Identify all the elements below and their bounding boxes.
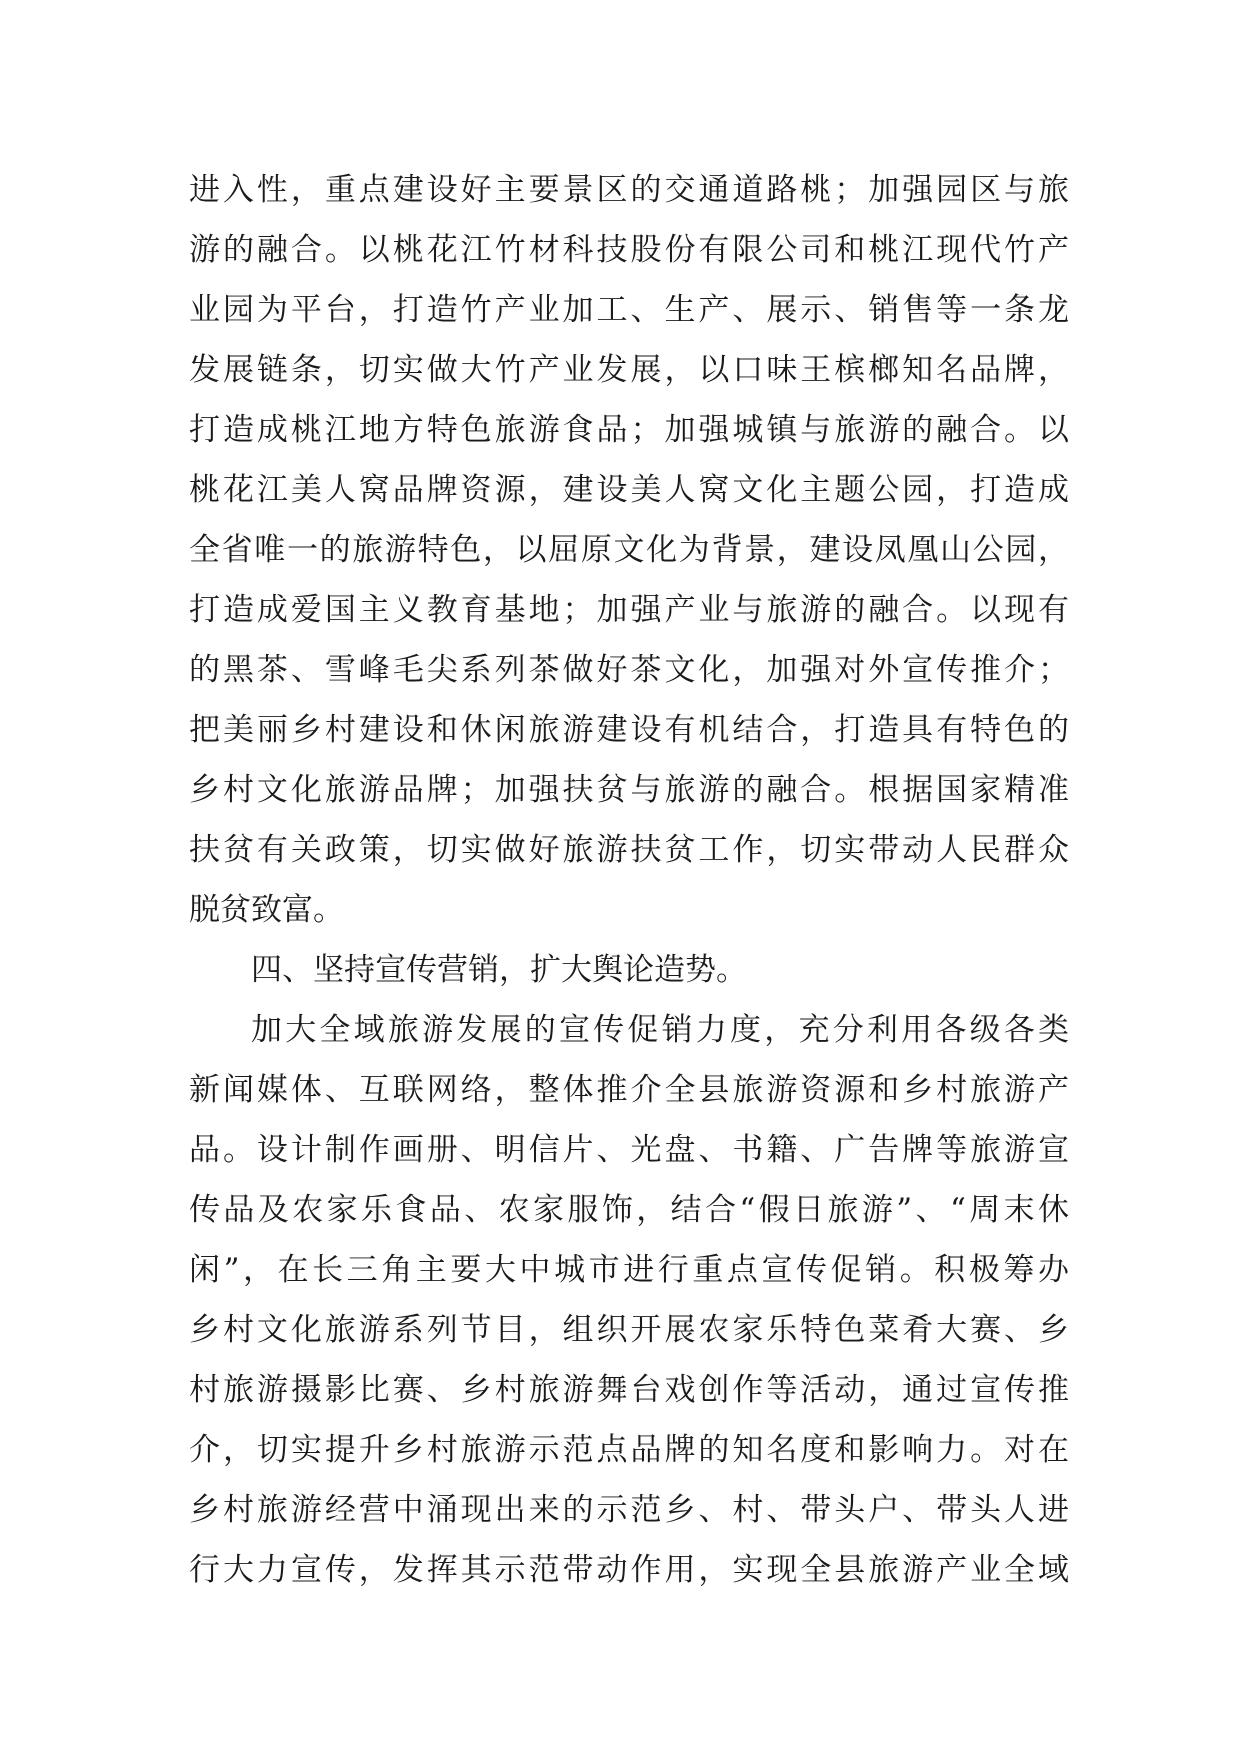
- body-text: [189, 160, 1069, 1600]
- text-line: 乡村旅游经营中涌现出来的示范乡、村、带头户、带头人进: [189, 1492, 1069, 1528]
- text-line: 的黑茶、雪峰毛尖系列茶做好茶文化，加强对外宣传推介；: [189, 652, 1069, 688]
- text-line: 发展链条，切实做大竹产业发展，以口味王槟榔知名品牌，: [189, 352, 1069, 388]
- text-line: 业园为平台，打造竹产业加工、生产、展示、销售等一条龙: [189, 292, 1069, 328]
- text-line: 村旅游摄影比赛、乡村旅游舞台戏创作等活动，通过宣传推: [189, 1372, 1069, 1408]
- text-line: 打造成爱国主义教育基地；加强产业与旅游的融合。以现有: [189, 592, 1069, 628]
- text-line: 闲”，在长三角主要大中城市进行重点宣传促销。积极筹办: [189, 1252, 1069, 1288]
- text-line: 进入性，重点建设好主要景区的交通道路桃；加强园区与旅: [189, 172, 1069, 208]
- text-line: 扶贫有关政策，切实做好旅游扶贫工作，切实带动人民群众: [189, 832, 1069, 868]
- text-line: 乡村文化旅游品牌；加强扶贫与旅游的融合。根据国家精准: [189, 772, 1069, 808]
- text-line: 全省唯一的旅游特色，以屈原文化为背景，建设凤凰山公园，: [189, 532, 1069, 568]
- text-line: 游的融合。以桃花江竹材科技股份有限公司和桃江现代竹产: [189, 232, 1069, 268]
- text-line: 打造成桃江地方特色旅游食品；加强城镇与旅游的融合。以: [189, 412, 1069, 448]
- text-line: 品。设计制作画册、明信片、光盘、书籍、广告牌等旅游宣: [189, 1132, 1069, 1168]
- text-line: 行大力宣传，发挥其示范带动作用，实现全县旅游产业全域: [189, 1552, 1069, 1588]
- paragraph-first-line: 加大全域旅游发展的宣传促销力度，充分利用各级各类: [251, 1012, 1069, 1048]
- text-line: 乡村文化旅游系列节目，组织开展农家乐特色菜肴大赛、乡: [189, 1312, 1069, 1348]
- text-line: 把美丽乡村建设和休闲旅游建设有机结合，打造具有特色的: [189, 712, 1069, 748]
- text-line: 传品及农家乐食品、农家服饰，结合“假日旅游”、“周末休: [189, 1192, 1069, 1228]
- paragraph-end-line: 脱贫致富。: [189, 892, 344, 928]
- text-line: 新闻媒体、互联网络，整体推介全县旅游资源和乡村旅游产: [189, 1072, 1069, 1108]
- section-heading: 四、坚持宣传营销，扩大舆论造势。: [251, 952, 747, 988]
- text-line: 桃花江美人窝品牌资源，建设美人窝文化主题公园，打造成: [189, 472, 1069, 508]
- text-line: 介，切实提升乡村旅游示范点品牌的知名度和影响力。对在: [189, 1432, 1069, 1468]
